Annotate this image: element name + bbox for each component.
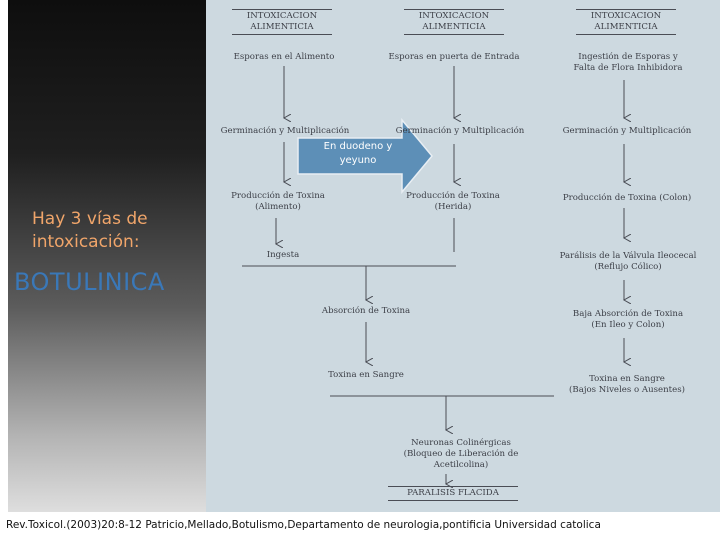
col2-header-line1: INTOXICACION: [418, 11, 490, 21]
col1-header: [232, 9, 332, 35]
col3-step-paralysis-line1: Parálisis de la Válvula Ileocecal: [559, 251, 697, 261]
col1-header-line1: INTOXICACION: [246, 11, 318, 21]
callout-label: En duodeno y yeyuno: [323, 141, 393, 166]
title-panel: [0, 0, 206, 512]
panel-edge: [0, 0, 8, 512]
slide-subject: BOTULINICA: [14, 268, 165, 296]
col3-step-absorption-line2: (En Ileo y Colon): [591, 320, 665, 330]
col2-step-germination: Germinación y Multiplicación: [395, 126, 525, 136]
col2-step-toxin-line1: Producción de Toxina: [406, 191, 500, 201]
col3-step-absorption: [558, 309, 698, 331]
col2-step-spores: Esporas en puerta de Entrada: [388, 52, 520, 62]
col3-step-ingestion-line2: Falta de Flora Inhibidora: [573, 63, 683, 73]
col3-step-paralysis: [550, 251, 706, 273]
citation-text: Rev.Toxicol.(2003)20:8-12 Patricio,Mellado,Botulismo,Departamento de neurologia,pontificia Universidad catolica: [6, 519, 601, 531]
col2-step-toxin-line2: (Herida): [434, 202, 472, 212]
col2-step-toxin: [398, 191, 508, 213]
col1-step-toxin-line1: Producción de Toxina: [231, 191, 325, 201]
col2-header-line2: ALIMENTICIA: [422, 22, 486, 32]
heading-line-1: Hay 3 vías de: [32, 209, 148, 229]
col3-step-ingestion: [566, 52, 690, 74]
col1-header-line2: ALIMENTICIA: [250, 22, 314, 32]
col1-step-ingestion: Ingesta: [266, 250, 300, 260]
final-outcome: [388, 486, 518, 501]
col3-step-germination: Germinación y Multiplicación: [562, 126, 692, 136]
col3-header-line1: INTOXICACION: [590, 11, 662, 21]
merged-step-neurons-line1: Neuronas Colinérgicas: [411, 438, 511, 448]
botulism-flow-diagram: [206, 0, 720, 512]
col1-step-toxin: [226, 191, 330, 213]
merged-step-blood: Toxina en Sangre: [328, 370, 404, 380]
col3-header-line2: ALIMENTICIA: [594, 22, 658, 32]
heading-line-2: intoxicación:: [32, 232, 140, 252]
slide-heading: [32, 208, 202, 254]
col3-header: [576, 9, 676, 35]
col1-step-germination: Germinación y Multiplicación: [220, 126, 350, 136]
col1-step-spores: Esporas en el Alimento: [233, 52, 335, 62]
merged-step-neurons-line2: (Bloqueo de Liberación de: [403, 449, 519, 459]
merged-step-neurons: [380, 438, 542, 471]
final-outcome-label: PARALISIS FLACIDA: [388, 486, 518, 501]
merged-step-absorption: Absorción de Toxina: [321, 306, 411, 316]
col3-step-blood-line2: (Bajos Niveles o Ausentes): [569, 385, 685, 395]
col3-step-ingestion-line1: Ingestión de Esporas y: [578, 52, 678, 62]
col3-step-blood-line1: Toxina en Sangre: [589, 374, 665, 384]
merged-step-neurons-line3: Acetilcolina): [433, 460, 489, 470]
col3-step-paralysis-line2: (Reflujo Cólico): [594, 262, 662, 272]
col3-step-absorption-line1: Baja Absorción de Toxina: [572, 309, 684, 319]
col2-header: [404, 9, 504, 35]
col3-step-toxin: Producción de Toxina (Colon): [562, 193, 692, 203]
col1-step-toxin-line2: (Alimento): [255, 202, 301, 212]
col3-step-blood: [552, 374, 702, 396]
